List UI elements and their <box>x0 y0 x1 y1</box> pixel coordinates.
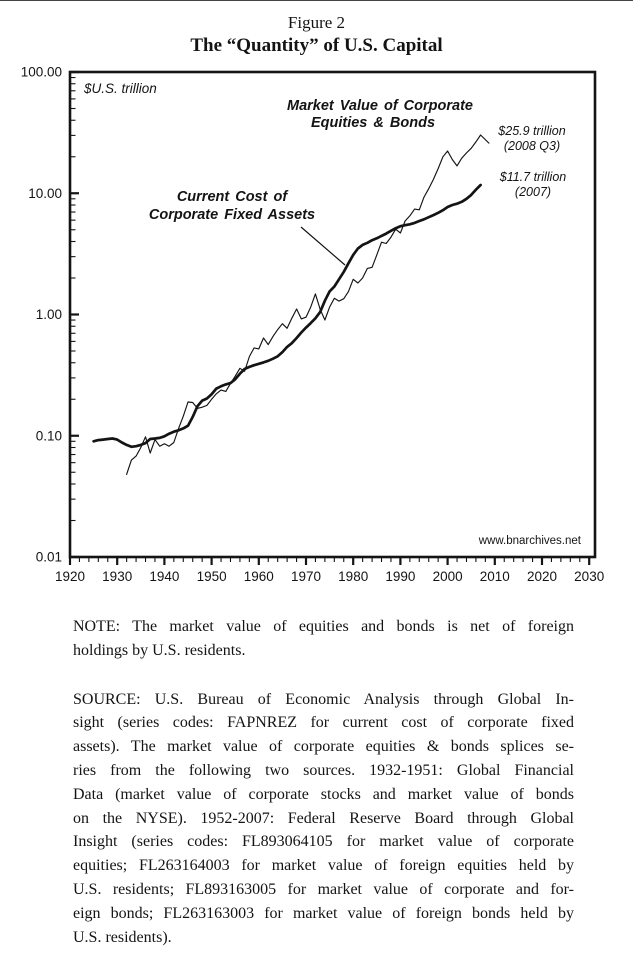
x-tick-label: 1950 <box>196 569 227 584</box>
series-line-thick <box>94 185 481 447</box>
page-title: The “Quantity” of U.S. Capital <box>190 35 443 56</box>
y-axis-unit-label: $U.S. trillion <box>84 81 157 96</box>
y-tick-label: 0.01 <box>35 549 62 565</box>
text-line: ries from the following two sources. 1932-1951: Global Financial <box>73 761 574 779</box>
text-line: sight (series codes: FAPNREZ for current cost of corporate fixed <box>73 714 574 732</box>
market-value-callout-line2: (2008 Q3) <box>503 139 561 153</box>
market-value-callout-line1: $25.9 trillion <box>498 124 566 138</box>
text-line: NOTE: The market value of equities and bonds is net of foreign <box>73 618 574 635</box>
market-value-label-line1: Market Value of Corporate <box>287 98 473 114</box>
source-paragraph <box>73 688 574 950</box>
text-line: assets). The market value of corporate equities & bonds splices se- <box>73 738 574 756</box>
text-line: on the NYSE). 1952-2007: Federal Reserve Board through Global <box>73 809 574 827</box>
text-line: Data (market value of corporate stocks and market value of bonds <box>73 785 574 803</box>
market-value-label-line2: Equities & Bonds <box>310 115 436 131</box>
y-tick-label: 10.00 <box>28 185 62 201</box>
text-line: holdings by U.S. residents. <box>73 641 246 659</box>
y-tick-label: 100.00 <box>20 64 62 80</box>
x-tick-label: 1930 <box>102 569 133 584</box>
capital-quantity-chart <box>0 57 633 592</box>
x-tick-label: 2020 <box>526 569 558 584</box>
text-line: eign bonds; FL263163003 for market value of foreign bonds held by <box>73 904 574 922</box>
text-line: Insight (series codes: FL893064105 for market value of corporate <box>73 833 574 851</box>
text-line: U.S. residents). <box>73 928 172 946</box>
series-line-thin <box>127 135 489 474</box>
current-cost-callout-line2: (2007) <box>514 185 552 199</box>
y-tick-label: 0.10 <box>35 428 62 444</box>
text-line: SOURCE: U.S. Bureau of Economic Analysis through Global In- <box>73 690 574 708</box>
x-tick-label: 2000 <box>432 569 463 584</box>
x-tick-label: 1940 <box>149 569 180 584</box>
x-axis <box>55 557 604 584</box>
series-lines <box>94 135 489 474</box>
x-tick-label: 1970 <box>290 569 322 584</box>
current-cost-leader-line <box>301 227 345 265</box>
current-cost-label-line1: Current Cost of <box>176 189 288 205</box>
x-tick-label: 1980 <box>338 569 369 584</box>
watermark: www.bnarchives.net <box>478 535 581 547</box>
note-paragraph <box>73 615 574 663</box>
x-tick-label: 2010 <box>479 569 510 584</box>
x-tick-label: 1920 <box>54 569 86 584</box>
current-cost-callout-line1: $11.7 trillion <box>499 170 567 184</box>
figure-header <box>0 1 633 57</box>
y-tick-label: 1.00 <box>35 307 62 322</box>
x-tick-label: 1990 <box>385 569 416 584</box>
current-cost-label-line2: Corporate Fixed Assets <box>148 207 316 223</box>
figure-number: Figure 2 <box>287 13 346 32</box>
x-tick-label: 1960 <box>243 569 274 584</box>
text-line: equities; FL263164003 for market value of foreign equities held by <box>73 857 574 875</box>
x-tick-label: 2030 <box>574 569 605 584</box>
text-line: U.S. residents; FL893163005 for market value of corporate and for- <box>73 880 574 898</box>
